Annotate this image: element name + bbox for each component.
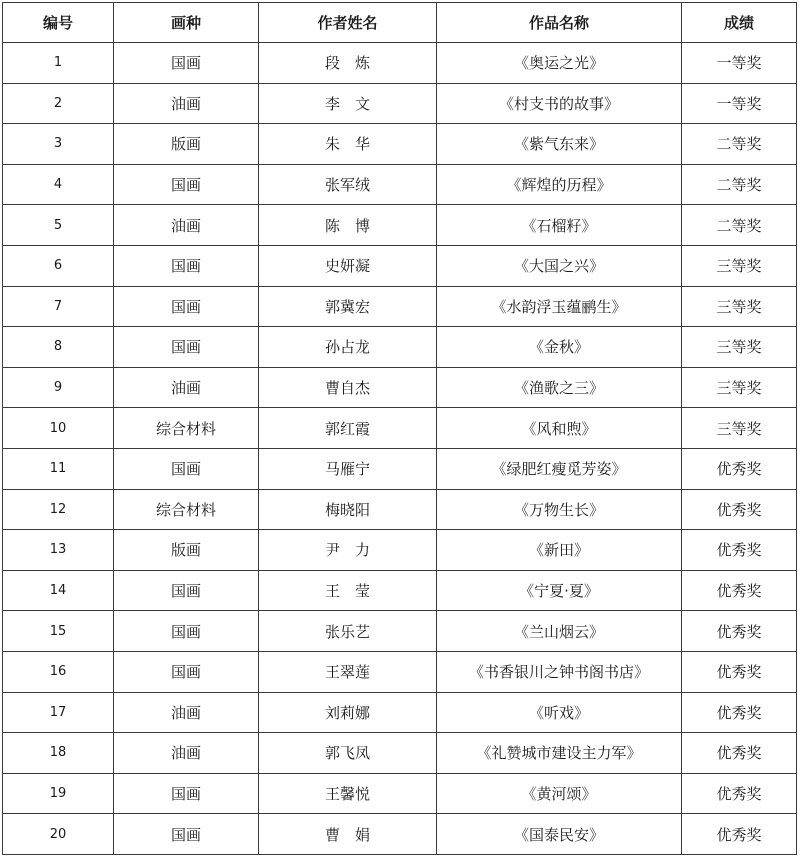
table-row bbox=[3, 814, 797, 855]
table-row bbox=[3, 570, 797, 611]
cell-painting-type: 国画 bbox=[114, 814, 259, 855]
cell-number: 19 bbox=[3, 773, 114, 814]
cell-result: 三等奖 bbox=[682, 245, 797, 286]
cell-author-name: 曹自杰 bbox=[259, 367, 437, 408]
cell-number: 2 bbox=[3, 83, 114, 124]
cell-painting-type: 版画 bbox=[114, 530, 259, 571]
cell-work-title: 《石榴籽》 bbox=[437, 205, 682, 246]
cell-number: 13 bbox=[3, 530, 114, 571]
cell-painting-type: 综合材料 bbox=[114, 489, 259, 530]
cell-work-title: 《礼赞城市建设主力军》 bbox=[437, 733, 682, 774]
cell-work-title: 《新田》 bbox=[437, 530, 682, 571]
table-row bbox=[3, 286, 797, 327]
table-row bbox=[3, 83, 797, 124]
table-row bbox=[3, 43, 797, 84]
cell-number: 6 bbox=[3, 245, 114, 286]
header-number: 编号 bbox=[3, 3, 114, 43]
cell-author-name: 郭飞凤 bbox=[259, 733, 437, 774]
cell-painting-type: 国画 bbox=[114, 570, 259, 611]
cell-result: 优秀奖 bbox=[682, 692, 797, 733]
cell-work-title: 《村支书的故事》 bbox=[437, 83, 682, 124]
cell-author-name: 王翠莲 bbox=[259, 651, 437, 692]
cell-author-name: 孙占龙 bbox=[259, 327, 437, 368]
cell-number: 20 bbox=[3, 814, 114, 855]
cell-painting-type: 油画 bbox=[114, 692, 259, 733]
cell-result: 二等奖 bbox=[682, 124, 797, 165]
table-row bbox=[3, 651, 797, 692]
table-row bbox=[3, 611, 797, 652]
cell-work-title: 《兰山烟云》 bbox=[437, 611, 682, 652]
table-row bbox=[3, 448, 797, 489]
cell-number: 3 bbox=[3, 124, 114, 165]
cell-painting-type: 油画 bbox=[114, 83, 259, 124]
cell-work-title: 《万物生长》 bbox=[437, 489, 682, 530]
cell-author-name: 李 文 bbox=[259, 83, 437, 124]
table-row bbox=[3, 164, 797, 205]
cell-result: 优秀奖 bbox=[682, 651, 797, 692]
cell-author-name: 张乐艺 bbox=[259, 611, 437, 652]
table-row bbox=[3, 327, 797, 368]
cell-number: 11 bbox=[3, 448, 114, 489]
cell-result: 优秀奖 bbox=[682, 448, 797, 489]
cell-painting-type: 国画 bbox=[114, 164, 259, 205]
cell-work-title: 《水韵浮玉蕴鹂生》 bbox=[437, 286, 682, 327]
cell-number: 15 bbox=[3, 611, 114, 652]
table-row bbox=[3, 367, 797, 408]
cell-number: 9 bbox=[3, 367, 114, 408]
cell-author-name: 郭冀宏 bbox=[259, 286, 437, 327]
cell-number: 18 bbox=[3, 733, 114, 774]
header-row bbox=[3, 3, 797, 43]
header-work-title: 作品名称 bbox=[437, 3, 682, 43]
table-row bbox=[3, 773, 797, 814]
cell-work-title: 《奥运之光》 bbox=[437, 43, 682, 84]
cell-work-title: 《国泰民安》 bbox=[437, 814, 682, 855]
cell-work-title: 《宁夏·夏》 bbox=[437, 570, 682, 611]
cell-result: 优秀奖 bbox=[682, 570, 797, 611]
header-author-name: 作者姓名 bbox=[259, 3, 437, 43]
cell-author-name: 陈 博 bbox=[259, 205, 437, 246]
cell-number: 4 bbox=[3, 164, 114, 205]
cell-painting-type: 国画 bbox=[114, 448, 259, 489]
cell-painting-type: 国画 bbox=[114, 651, 259, 692]
cell-painting-type: 国画 bbox=[114, 245, 259, 286]
cell-painting-type: 国画 bbox=[114, 286, 259, 327]
cell-work-title: 《绿肥红瘦觅芳姿》 bbox=[437, 448, 682, 489]
cell-painting-type: 综合材料 bbox=[114, 408, 259, 449]
cell-painting-type: 油画 bbox=[114, 205, 259, 246]
table-row bbox=[3, 692, 797, 733]
cell-painting-type: 国画 bbox=[114, 43, 259, 84]
cell-painting-type: 油画 bbox=[114, 367, 259, 408]
header-painting-type: 画种 bbox=[114, 3, 259, 43]
cell-result: 优秀奖 bbox=[682, 814, 797, 855]
cell-author-name: 张军绒 bbox=[259, 164, 437, 205]
cell-result: 一等奖 bbox=[682, 43, 797, 84]
cell-author-name: 刘莉娜 bbox=[259, 692, 437, 733]
cell-author-name: 段 炼 bbox=[259, 43, 437, 84]
cell-author-name: 史妍凝 bbox=[259, 245, 437, 286]
table-body bbox=[3, 43, 797, 855]
cell-number: 16 bbox=[3, 651, 114, 692]
cell-work-title: 《风和煦》 bbox=[437, 408, 682, 449]
cell-author-name: 郭红霞 bbox=[259, 408, 437, 449]
cell-author-name: 梅晓阳 bbox=[259, 489, 437, 530]
table-row bbox=[3, 205, 797, 246]
cell-result: 优秀奖 bbox=[682, 733, 797, 774]
cell-author-name: 朱 华 bbox=[259, 124, 437, 165]
cell-author-name: 曹 娟 bbox=[259, 814, 437, 855]
cell-work-title: 《书香银川之钟书阁书店》 bbox=[437, 651, 682, 692]
cell-number: 12 bbox=[3, 489, 114, 530]
table-row bbox=[3, 489, 797, 530]
cell-number: 1 bbox=[3, 43, 114, 84]
cell-author-name: 王 莹 bbox=[259, 570, 437, 611]
cell-work-title: 《大国之兴》 bbox=[437, 245, 682, 286]
table-header bbox=[3, 3, 797, 43]
cell-result: 一等奖 bbox=[682, 83, 797, 124]
cell-result: 优秀奖 bbox=[682, 611, 797, 652]
header-result: 成绩 bbox=[682, 3, 797, 43]
cell-number: 7 bbox=[3, 286, 114, 327]
cell-result: 二等奖 bbox=[682, 205, 797, 246]
cell-number: 14 bbox=[3, 570, 114, 611]
cell-work-title: 《紫气东来》 bbox=[437, 124, 682, 165]
cell-result: 优秀奖 bbox=[682, 773, 797, 814]
cell-number: 17 bbox=[3, 692, 114, 733]
cell-painting-type: 国画 bbox=[114, 773, 259, 814]
cell-work-title: 《金秋》 bbox=[437, 327, 682, 368]
cell-result: 三等奖 bbox=[682, 408, 797, 449]
table-row bbox=[3, 408, 797, 449]
cell-author-name: 王馨悦 bbox=[259, 773, 437, 814]
cell-number: 5 bbox=[3, 205, 114, 246]
cell-painting-type: 国画 bbox=[114, 611, 259, 652]
cell-result: 三等奖 bbox=[682, 327, 797, 368]
table-row bbox=[3, 530, 797, 571]
cell-number: 8 bbox=[3, 327, 114, 368]
cell-work-title: 《辉煌的历程》 bbox=[437, 164, 682, 205]
table-row bbox=[3, 124, 797, 165]
award-results-table bbox=[2, 2, 797, 855]
cell-result: 优秀奖 bbox=[682, 489, 797, 530]
cell-result: 三等奖 bbox=[682, 286, 797, 327]
cell-author-name: 马雁宁 bbox=[259, 448, 437, 489]
table-row bbox=[3, 733, 797, 774]
cell-author-name: 尹 力 bbox=[259, 530, 437, 571]
cell-painting-type: 国画 bbox=[114, 327, 259, 368]
table-row bbox=[3, 245, 797, 286]
cell-result: 二等奖 bbox=[682, 164, 797, 205]
cell-work-title: 《黄河颂》 bbox=[437, 773, 682, 814]
cell-painting-type: 版画 bbox=[114, 124, 259, 165]
cell-result: 三等奖 bbox=[682, 367, 797, 408]
cell-result: 优秀奖 bbox=[682, 530, 797, 571]
cell-painting-type: 油画 bbox=[114, 733, 259, 774]
cell-work-title: 《渔歌之三》 bbox=[437, 367, 682, 408]
cell-number: 10 bbox=[3, 408, 114, 449]
cell-work-title: 《听戏》 bbox=[437, 692, 682, 733]
